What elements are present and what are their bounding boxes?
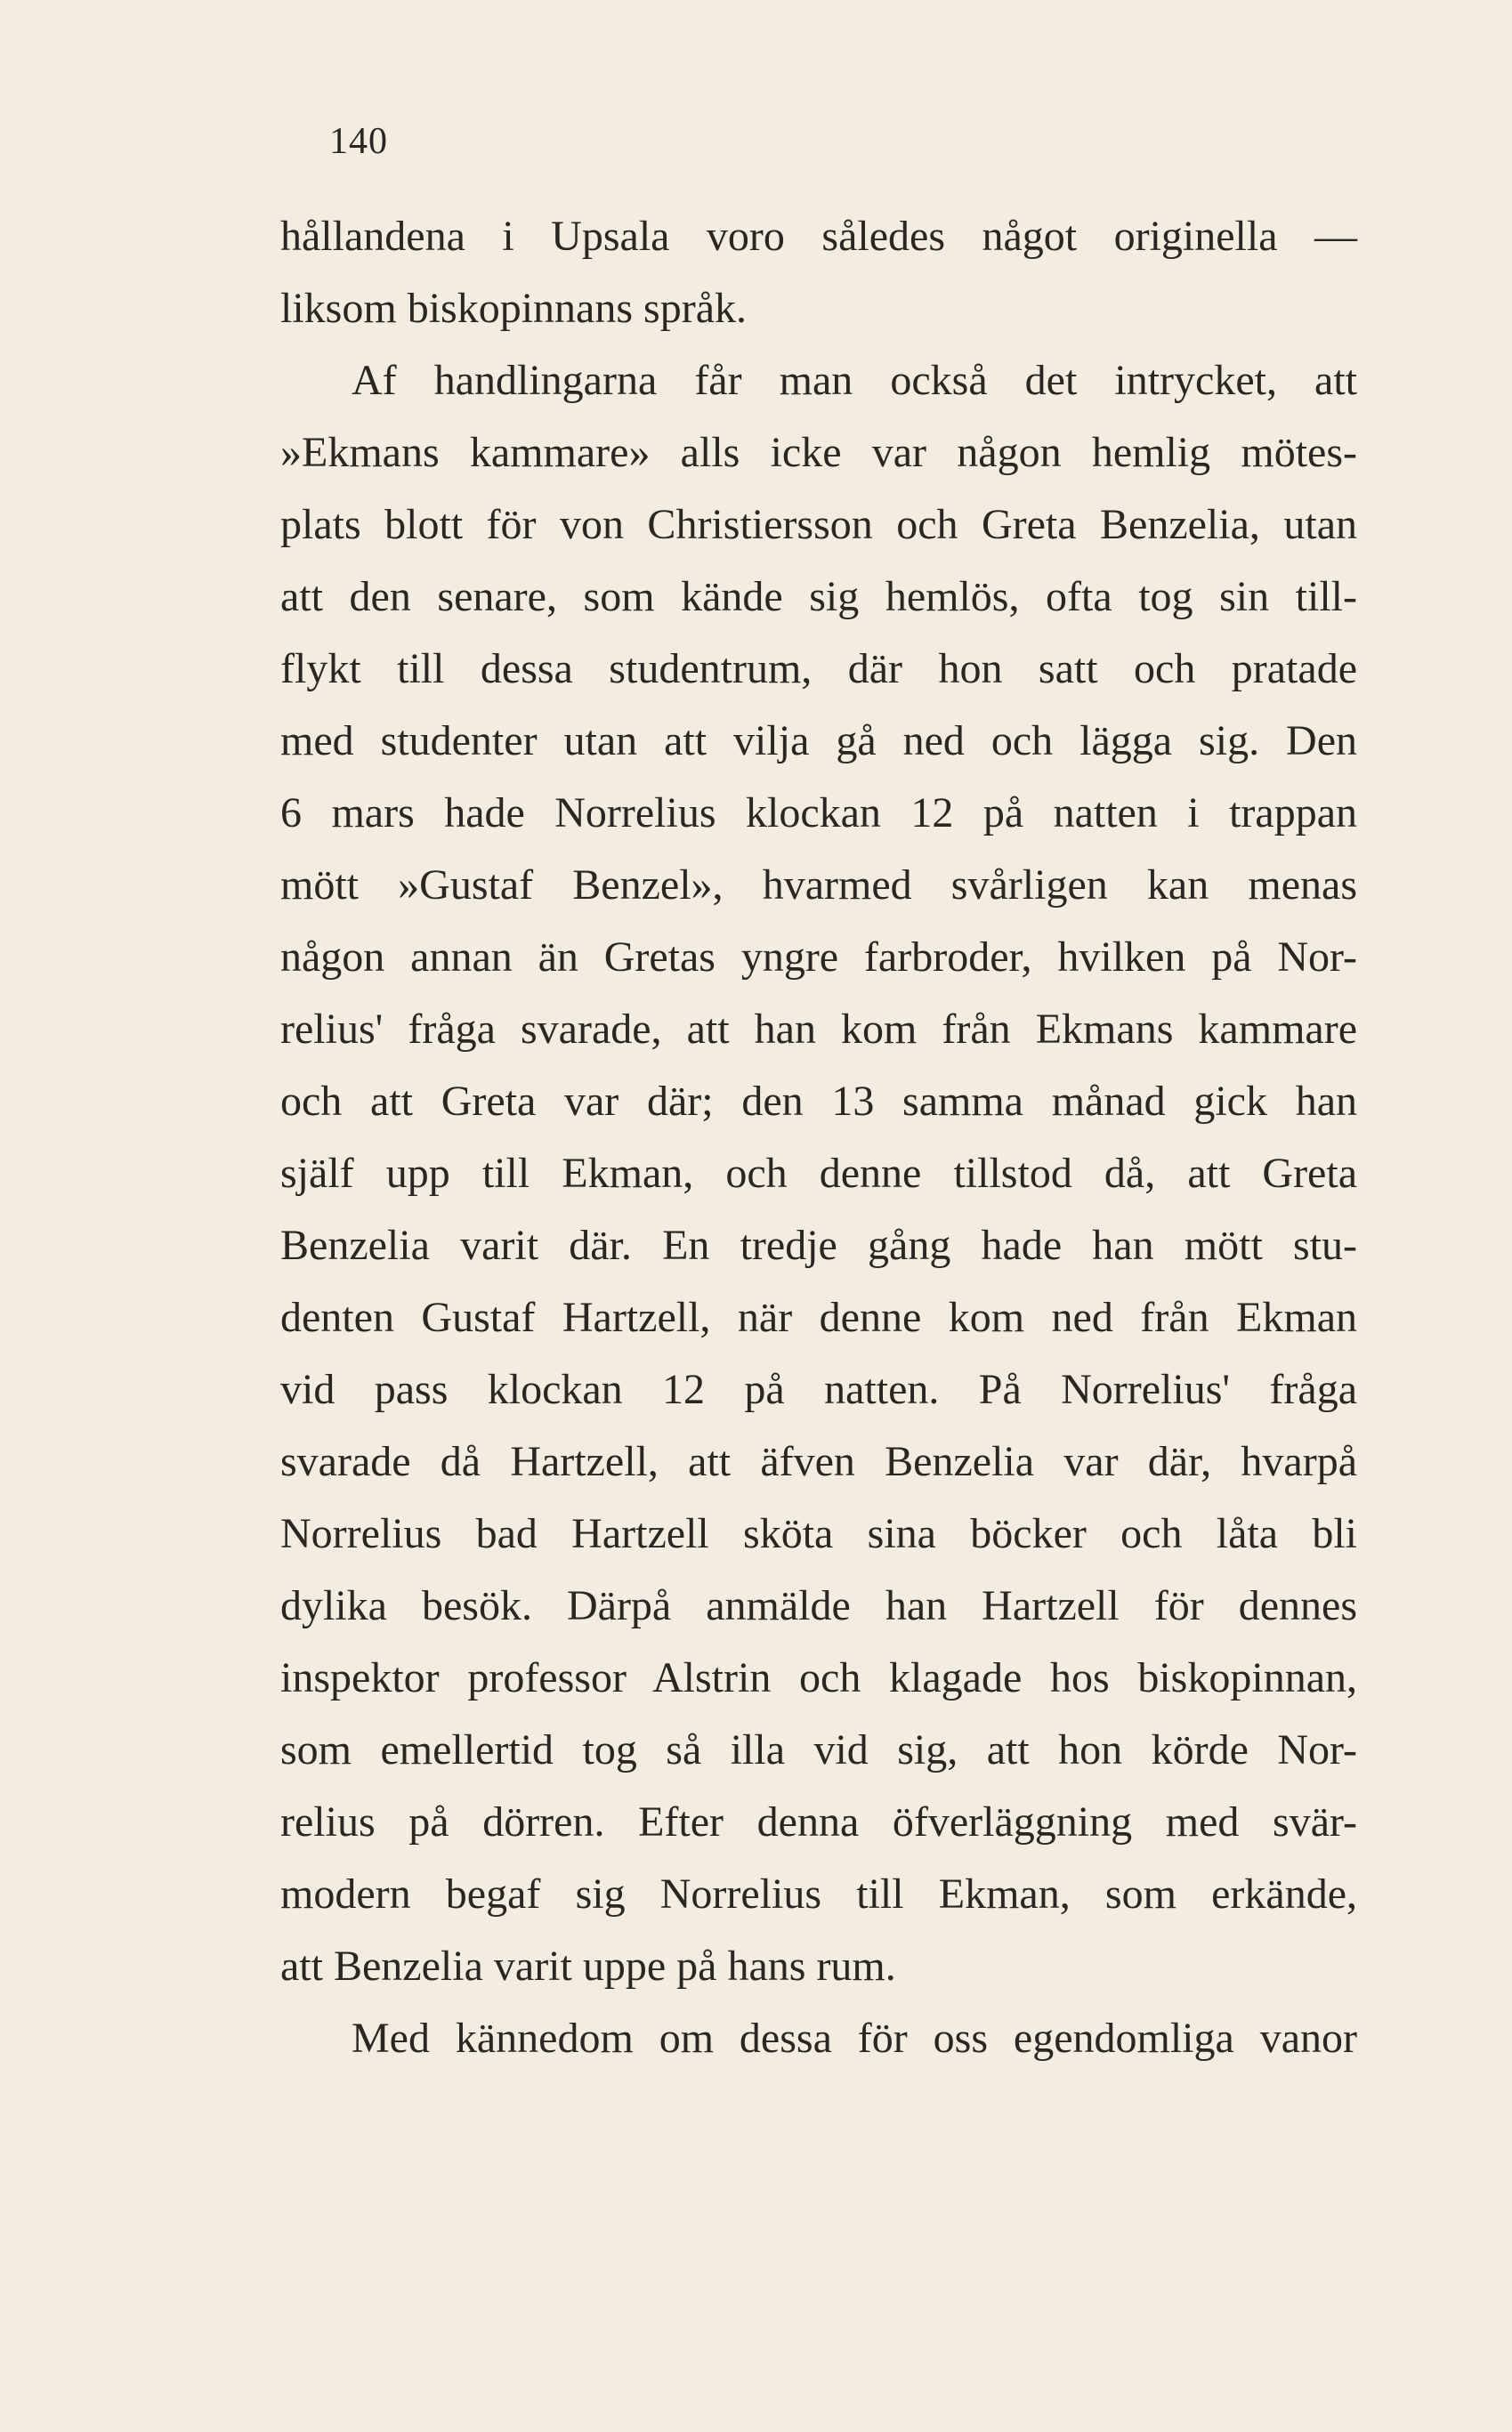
text-line: »Ekmans kammare» alls icke var någon hemlig mötes- <box>280 429 1357 476</box>
text-line: som emellertid tog så illa vid sig, att hon körde Nor- <box>280 1726 1357 1774</box>
text-line: flykt till dessa studentrum, där hon satt och pratade <box>280 645 1357 692</box>
text-line: denten Gustaf Hartzell, när denne kom ned från Ekman <box>280 1294 1357 1341</box>
paragraph-2 <box>280 344 1357 2002</box>
text-line: hållandena i Upsala voro således något originella — <box>280 213 1357 260</box>
text-line: dylika besök. Därpå anmälde han Hartzell för dennes <box>280 1582 1357 1629</box>
text-line: svarade då Hartzell, att äfven Benzelia var där, hvarpå <box>280 1438 1357 1485</box>
text-line: Med kännedom om dessa för oss egendomliga vanor <box>352 2015 1357 2062</box>
text-line: plats blott för von Christiersson och Greta Benzelia, utan <box>280 501 1357 548</box>
text-line: att Benzelia varit uppe på hans rum. <box>280 1943 896 1990</box>
text-line: relius på dörren. Efter denna öfverläggning med svär- <box>280 1798 1357 1846</box>
text-line: 6 mars hade Norrelius klockan 12 på natten i trappan <box>280 789 1357 836</box>
text-line: liksom biskopinnans språk. <box>280 285 747 332</box>
text-line: med studenter utan att vilja gå ned och lägga sig. Den <box>280 717 1357 764</box>
page-number: 140 <box>329 121 388 162</box>
text-line: Af handlingarna får man också det intrycket, att <box>352 357 1357 404</box>
text-line: Norrelius bad Hartzell sköta sina böcker och låta bli <box>280 1510 1357 1557</box>
text-line: vid pass klockan 12 på natten. På Norrelius' fråga <box>280 1366 1357 1413</box>
text-line: någon annan än Gretas yngre farbroder, hvilken på Nor- <box>280 933 1357 981</box>
paragraph-1 <box>280 200 1357 344</box>
paragraph-3 <box>280 2002 1357 2074</box>
text-line: inspektor professor Alstrin och klagade hos biskopinnan, <box>280 1654 1357 1701</box>
text-line: modern begaf sig Norrelius till Ekman, som erkände, <box>280 1870 1357 1918</box>
text-line: och att Greta var där; den 13 samma månad gick han <box>280 1078 1357 1125</box>
body-text <box>280 200 1357 2074</box>
text-line: själf upp till Ekman, och denne tillstod då, att Greta <box>280 1150 1357 1197</box>
text-line: Benzelia varit där. En tredje gång hade han mött stu- <box>280 1222 1357 1269</box>
text-line: att den senare, som kände sig hemlös, ofta tog sin till- <box>280 573 1357 620</box>
text-line: relius' fråga svarade, att han kom från Ekmans kammare <box>280 1006 1357 1053</box>
text-line: mött »Gustaf Benzel», hvarmed svårligen kan menas <box>280 861 1357 909</box>
